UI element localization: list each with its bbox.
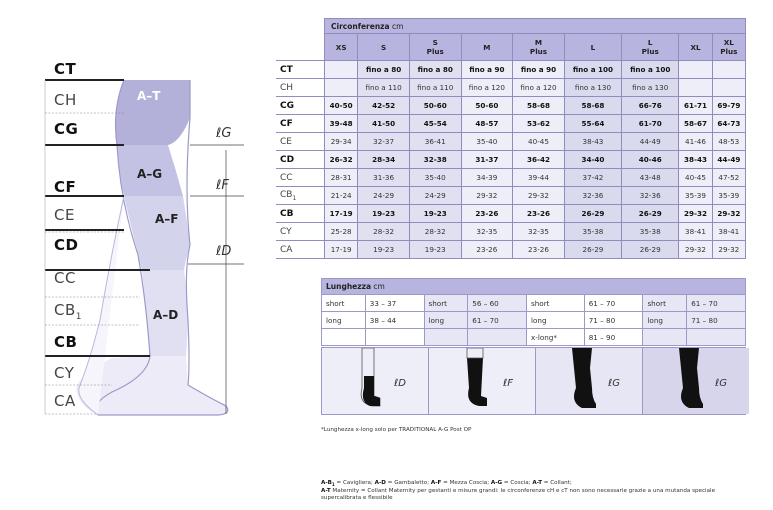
- length-cell: [322, 329, 366, 346]
- zone-label-af: A–F: [155, 212, 179, 226]
- circ-cell: [712, 61, 745, 79]
- circ-row-ct: [276, 61, 746, 79]
- legend-key-4: A-T: [532, 480, 543, 486]
- circ-cell: 40-50: [325, 97, 358, 115]
- circ-cell: [679, 61, 712, 79]
- length-cell: short: [643, 295, 687, 312]
- size-name: XL: [690, 42, 701, 52]
- side-label-ld: ℓD: [216, 244, 232, 259]
- circ-cell: 31-36: [358, 169, 410, 187]
- picture-label-lg-2: ℓG: [715, 378, 727, 389]
- circ-cell: [712, 79, 745, 97]
- circ-cell: fino a 100: [622, 61, 679, 79]
- circ-cell: fino a 80: [409, 61, 461, 79]
- legend-desc-0: = Cavigliera;: [334, 480, 375, 486]
- length-table: [321, 278, 746, 346]
- circ-row-label: $CB_1$: [276, 187, 325, 205]
- zone-label-ad: A–D: [153, 308, 179, 322]
- length-cell: [424, 329, 468, 346]
- circ-cell: 41-50: [358, 115, 410, 133]
- circ-cell: 39-44: [513, 169, 565, 187]
- circ-cell: 19-23: [409, 205, 461, 223]
- circ-cell: [325, 79, 358, 97]
- circ-row-label: CA: [276, 241, 325, 259]
- circ-cell: 23-26: [513, 205, 565, 223]
- circ-cell: 32-36: [622, 187, 679, 205]
- circ-cell: 24-29: [409, 187, 461, 205]
- circ-cell: 26-29: [564, 241, 621, 259]
- circ-cell: 29-32: [712, 205, 745, 223]
- circ-cell: 61-71: [679, 97, 712, 115]
- size-name: XL: [723, 38, 734, 47]
- length-title: [322, 279, 746, 295]
- legend-key-0: $A-B_1$: [321, 480, 335, 488]
- circ-cell: 19-23: [358, 205, 410, 223]
- circ-row-cg: [276, 97, 746, 115]
- circ-cell: 35-38: [564, 223, 621, 241]
- circ-row-cc: [276, 169, 746, 187]
- circ-cell: 28-32: [358, 223, 410, 241]
- circ-cell: 36-42: [513, 151, 565, 169]
- leg-diagram: [0, 0, 260, 420]
- circ-row-label: CY: [276, 223, 325, 241]
- circ-row-ca: [276, 241, 746, 259]
- length-title-text: Lunghezza: [326, 282, 372, 291]
- circ-row-label: CT: [276, 61, 325, 79]
- circ-cell: 29-34: [325, 133, 358, 151]
- size-suffix: Plus: [641, 47, 659, 56]
- circ-cell: 34-40: [564, 151, 621, 169]
- length-cell: long: [424, 312, 468, 329]
- legend-desc-3: = Coscia;: [502, 480, 533, 486]
- size-name: L: [590, 42, 596, 52]
- zone-knee: [124, 196, 190, 270]
- circ-cell: 35-39: [679, 187, 712, 205]
- legend-line-2: [321, 488, 746, 502]
- circ-cell: 23-26: [461, 241, 513, 259]
- circ-cell: fino a 90: [461, 61, 513, 79]
- circ-cell: fino a 110: [358, 79, 410, 97]
- subscript: 1: [331, 482, 335, 488]
- leg-label-cb: CB: [54, 333, 78, 351]
- size-name: S: [381, 42, 387, 52]
- circ-cell: 47-52: [712, 169, 745, 187]
- leg-label-cy: CY: [54, 364, 75, 382]
- length-cell: 71 – 80: [584, 312, 643, 329]
- legend-desc-4: = Collant;: [542, 480, 572, 486]
- circ-row-cy: [276, 223, 746, 241]
- length-cell: 61 – 70: [584, 295, 643, 312]
- size-header-7: [679, 34, 712, 61]
- length-cell: short: [322, 295, 366, 312]
- circ-cell: 43-48: [622, 169, 679, 187]
- circ-cell: [679, 79, 712, 97]
- circ-cell: 66-76: [622, 97, 679, 115]
- length-cell: 56 – 60: [468, 295, 527, 312]
- circ-cell: fino a 80: [358, 61, 410, 79]
- circ-cell: 69-79: [712, 97, 745, 115]
- circ-row-cd: [276, 151, 746, 169]
- size-header-0: [325, 34, 358, 61]
- circ-cell: 35-40: [409, 169, 461, 187]
- circ-row-label: CC: [276, 169, 325, 187]
- circ-cell: 58-68: [564, 97, 621, 115]
- picture-ad: [322, 348, 429, 414]
- circ-cell: 50-60: [409, 97, 461, 115]
- length-cell: [687, 329, 746, 346]
- circ-cell: fino a 110: [409, 79, 461, 97]
- circ-cell: 34-39: [461, 169, 513, 187]
- circ-cell: 24-29: [358, 187, 410, 205]
- circ-cell: 64-73: [712, 115, 745, 133]
- circ-cell: 48-57: [461, 115, 513, 133]
- circ-cell: 38-43: [679, 151, 712, 169]
- circ-cell: fino a 130: [564, 79, 621, 97]
- circ-cell: 42-52: [358, 97, 410, 115]
- legend: [321, 480, 746, 502]
- circ-cell: 48-53: [712, 133, 745, 151]
- circ-cell: fino a 130: [622, 79, 679, 97]
- circ-row-ce: [276, 133, 746, 151]
- leg-label-cb1: $CB_1$: [54, 301, 82, 322]
- circ-cell: 55-64: [564, 115, 621, 133]
- circ-row-label: CH: [276, 79, 325, 97]
- length-cell: short: [527, 295, 585, 312]
- leg-label-ch: CH: [54, 91, 77, 109]
- circ-cell: 44-49: [622, 133, 679, 151]
- circ-cell: 32-36: [564, 187, 621, 205]
- length-row-0: [322, 295, 746, 312]
- circ-cell: 26-29: [622, 241, 679, 259]
- circ-cell: 26-32: [325, 151, 358, 169]
- circ-cell: 32-37: [358, 133, 410, 151]
- circ-cell: 21-24: [325, 187, 358, 205]
- length-cell: long: [322, 312, 366, 329]
- circ-cell: 29-32: [679, 241, 712, 259]
- circ-cell: 44-49: [712, 151, 745, 169]
- circ-cell: 32-35: [461, 223, 513, 241]
- circ-cell: 19-23: [358, 241, 410, 259]
- circ-cell: 17-19: [325, 241, 358, 259]
- circ-cell: 53-62: [513, 115, 565, 133]
- circ-cell: 19-23: [409, 241, 461, 259]
- picture-af: [429, 348, 536, 414]
- stocking-ag-long-icon: [643, 348, 749, 414]
- legend-key-3: A-G: [490, 480, 503, 486]
- leg-label-cg: CG: [54, 120, 79, 138]
- circ-title-unit: cm: [389, 21, 404, 31]
- length-cell: long: [643, 312, 687, 329]
- legend-key-2: A-F: [430, 480, 442, 486]
- size-header-4: [513, 34, 565, 61]
- stocking-ag-icon: [536, 348, 642, 414]
- length-pictures: [321, 347, 746, 415]
- circ-cell: 38-41: [712, 223, 745, 241]
- length-title-unit: cm: [371, 282, 385, 291]
- side-label-lf: ℓF: [216, 178, 229, 193]
- circ-cell: 26-29: [622, 205, 679, 223]
- circ-row-ch: [276, 79, 746, 97]
- circ-row-cf: [276, 115, 746, 133]
- circumference-table: [276, 18, 746, 259]
- circ-cell: 28-34: [358, 151, 410, 169]
- circ-cell: 38-41: [679, 223, 712, 241]
- circ-cell: 40-45: [513, 133, 565, 151]
- leg-label-cf: CF: [54, 178, 77, 196]
- legend-line2-text: Maternity = Collant Maternity per gestanti e misure grandi: le circonferenze cH e cT non sono necessarie grazie a una mutanda speciale supercalibrata e flessibile: [321, 488, 716, 502]
- circ-title-text: Circonferenza: [331, 21, 390, 31]
- circ-row-cb: [276, 205, 746, 223]
- circ-cell: 40-45: [679, 169, 712, 187]
- length-cell: 61 – 70: [468, 312, 527, 329]
- circ-cell: 29-32: [679, 205, 712, 223]
- circ-cell: fino a 120: [461, 79, 513, 97]
- circ-cell: 32-35: [513, 223, 565, 241]
- length-row-2: [322, 329, 746, 346]
- circ-cell: fino a 100: [564, 61, 621, 79]
- picture-ag-short: [536, 348, 643, 414]
- length-title-row: [322, 279, 746, 295]
- legend-desc-2: = Mezza Coscia;: [441, 480, 491, 486]
- stocking-ad-icon: [322, 348, 428, 414]
- picture-label-ld: ℓD: [394, 378, 406, 389]
- circ-empty-corner: [276, 19, 325, 34]
- circ-cell: 61-70: [622, 115, 679, 133]
- leg-label-ce: CE: [54, 206, 75, 224]
- legend-line-1: [321, 480, 746, 488]
- subscript: 1: [292, 194, 297, 202]
- circ-cell: 45-54: [409, 115, 461, 133]
- circ-cell: 41-46: [679, 133, 712, 151]
- circ-cell: 29-32: [461, 187, 513, 205]
- picture-ag-long: [643, 348, 749, 414]
- circ-cell: 32-38: [409, 151, 461, 169]
- circ-cell: 28-31: [325, 169, 358, 187]
- circ-title-row: [276, 19, 746, 34]
- circ-cell: fino a 90: [513, 61, 565, 79]
- length-cell: 71 – 80: [687, 312, 746, 329]
- circ-cell: 35-40: [461, 133, 513, 151]
- circ-cell: [325, 61, 358, 79]
- size-header-8: [712, 34, 745, 61]
- length-cell: 81 – 90: [584, 329, 643, 346]
- size-suffix: Plus: [720, 47, 738, 56]
- circ-cell: 36-41: [409, 133, 461, 151]
- size-header-6: [622, 34, 679, 61]
- circ-cell: 50-60: [461, 97, 513, 115]
- circ-cell: 25-28: [325, 223, 358, 241]
- length-cell: 33 – 37: [365, 295, 424, 312]
- circ-cell: 58-68: [513, 97, 565, 115]
- length-cell: 38 – 44: [365, 312, 424, 329]
- circ-cell: 31-37: [461, 151, 513, 169]
- circ-row-label: CB: [276, 205, 325, 223]
- circ-row-label: CF: [276, 115, 325, 133]
- circ-size-corner: [276, 34, 325, 61]
- size-name: S: [432, 38, 438, 47]
- circ-cell: 39-48: [325, 115, 358, 133]
- size-header-5: [564, 34, 621, 61]
- length-cell: [365, 329, 424, 346]
- legend-desc-1: = Gambaletto;: [385, 480, 431, 486]
- circ-cell: 58-67: [679, 115, 712, 133]
- circ-cell: 35-38: [622, 223, 679, 241]
- size-name: M: [534, 38, 543, 47]
- circ-cell: 38-43: [564, 133, 621, 151]
- circ-cell: fino a 120: [513, 79, 565, 97]
- leg-label-cc: CC: [54, 269, 76, 287]
- circ-cell: 29-32: [712, 241, 745, 259]
- circ-row-label: CG: [276, 97, 325, 115]
- leg-label-ct: CT: [54, 60, 77, 78]
- footnote: *Lunghezza x-long solo per TRADITIONAL A-G Post OP: [321, 427, 472, 433]
- stocking-af-icon: [429, 348, 535, 414]
- circ-size-row: [276, 34, 746, 61]
- circ-cell: 28-32: [409, 223, 461, 241]
- zone-label-at: A–T: [137, 89, 161, 103]
- side-label-lg: ℓG: [216, 126, 232, 141]
- leg-label-ca: CA: [54, 392, 76, 410]
- subscript: 1: [75, 312, 82, 322]
- length-cell: short: [424, 295, 468, 312]
- circ-cell: 37-42: [564, 169, 621, 187]
- length-cell: [643, 329, 687, 346]
- size-name: XS: [335, 42, 347, 52]
- leg-label-cd: CD: [54, 236, 79, 254]
- size-suffix: Plus: [426, 47, 444, 56]
- size-name: M: [483, 42, 491, 52]
- length-cell: [468, 329, 527, 346]
- picture-label-lg-1: ℓG: [608, 378, 620, 389]
- length-row-1: [322, 312, 746, 329]
- size-name: L: [647, 38, 653, 47]
- zone-label-ag: A–G: [137, 167, 163, 181]
- circ-cell: 26-29: [564, 205, 621, 223]
- circ-cell: 35-39: [712, 187, 745, 205]
- legend-line2-key: A-T: [321, 488, 331, 495]
- circ-cell: 23-26: [513, 241, 565, 259]
- circ-cell: 23-26: [461, 205, 513, 223]
- size-suffix: Plus: [529, 47, 548, 56]
- length-cell: 61 – 70: [687, 295, 746, 312]
- size-header-2: [409, 34, 461, 61]
- circ-row-cb1: [276, 187, 746, 205]
- size-header-3: [461, 34, 513, 61]
- picture-label-lf: ℓF: [503, 378, 513, 389]
- circ-cell: 29-32: [513, 187, 565, 205]
- length-cell: long: [527, 312, 585, 329]
- size-header-1: [358, 34, 410, 61]
- circ-title: [325, 19, 746, 34]
- length-cell: x-long*: [527, 329, 585, 346]
- circ-row-label: CE: [276, 133, 325, 151]
- circ-cell: 17-19: [325, 205, 358, 223]
- circ-row-label: CD: [276, 151, 325, 169]
- circ-cell: 40-46: [622, 151, 679, 169]
- legend-key-1: A-D: [374, 480, 386, 486]
